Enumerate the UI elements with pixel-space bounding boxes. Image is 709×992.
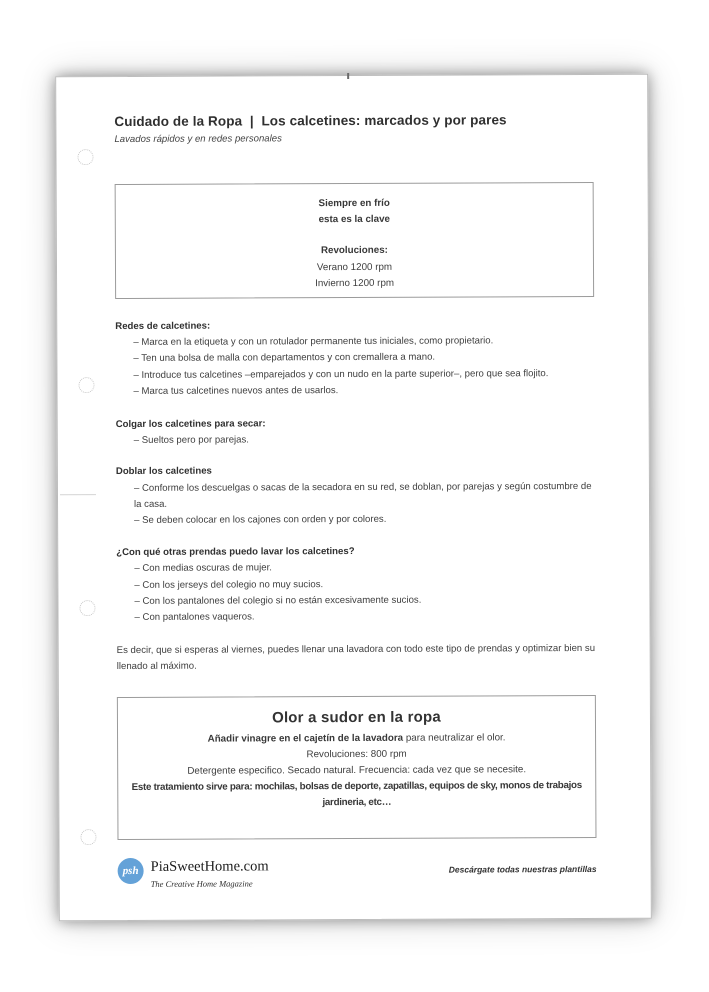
section-heading: Colgar los calcetines para secar: — [115, 418, 266, 431]
section-redes-de-calcetines — [115, 317, 594, 400]
summer-rpm: Verano 1200 rpm — [316, 261, 393, 273]
vinegar-line-rest: para neutralizar el olor. — [403, 731, 506, 744]
brand-name: PiaSweetHome.com — [150, 858, 269, 875]
section-otras-prendas — [116, 543, 595, 626]
page-content — [56, 75, 651, 921]
revolutions-line: Revoluciones: 800 rpm — [306, 748, 407, 761]
bullet-item: – Con medias oscuras de mujer. — [134, 562, 272, 575]
bullet-item: – Introduce tus calcetines –emparejados y con un nudo en la parte superior–, pero que sea flojito. — [133, 367, 549, 381]
brand-tagline: The Creative Home Magazine — [150, 878, 253, 889]
bullet-item: – Con los pantalones del colegio si no están excesivamente sucios. — [134, 594, 422, 607]
odor-box-title: Olor a sudor en la ropa — [272, 708, 441, 727]
bullet-item: – Marca en la etiqueta y con un rotulador permanente tus iniciales, como propietario. — [133, 335, 494, 349]
page-subtitle: Lavados rápidos y en redes personales — [114, 133, 282, 146]
winter-rpm: Invierno 1200 rpm — [315, 277, 395, 289]
wash-note-line: esta es la clave — [318, 214, 390, 226]
wash-note-line: Siempre en frío — [318, 197, 390, 210]
section-heading: Doblar los calcetines — [115, 466, 212, 478]
vinegar-line-bold: Añadir vinagre en el cajetín de la lavadora — [207, 732, 404, 745]
bullet-item: – Sueltos pero por parejas. — [133, 434, 249, 447]
section-heading: ¿Con qué otras prendas puedo lavar los calcetines? — [116, 546, 355, 559]
section-colgar — [116, 415, 595, 449]
bullet-item: – Conforme los descuelgas o sacas de la secadora en su red, se doblan, por parejas y según costumbre de la casa. — [133, 480, 592, 510]
section-doblar — [116, 462, 595, 529]
brand-block — [118, 857, 269, 890]
bullet-item: – Con los jerseys del colegio no muy sucios. — [134, 578, 324, 591]
download-templates-cta: Descárgate todas nuestras plantillas — [448, 863, 597, 875]
bullet-item: – Se deben colocar en los cajones con orden y por colores. — [134, 513, 387, 526]
detergent-line: Detergente especifico. Secado natural. Frecuencia: cada vez que se necesite. — [187, 764, 527, 777]
brand-texts — [151, 857, 269, 890]
page-footer — [118, 856, 597, 890]
closing-paragraph: Es decir, que si esperas al viernes, puedes llenar una lavadora con todo este tipo de prendas y optimizar bien su llenado al máximo. — [116, 643, 596, 673]
revolutions-label: Revoluciones: — [320, 245, 388, 257]
document-page — [55, 74, 652, 922]
bullet-item: – Ten una bolsa de malla con departamentos y con cremallera a mano. — [133, 352, 436, 365]
wash-settings-box — [115, 182, 594, 299]
vinegar-line — [124, 730, 589, 748]
odor-treatment-box — [117, 695, 597, 840]
psh-logo-icon: psh — [118, 858, 144, 884]
treatment-uses-line: Este tratamiento sirve para: mochilas, bolsas de deporte, zapatillas, equipos de sky, monos de trabajos jardineria, etc… — [131, 780, 582, 809]
bullet-item: – Con pantalones vaqueros. — [134, 611, 255, 624]
section-heading: Redes de calcetines: — [115, 320, 211, 333]
page-title: Cuidado de la Ropa | Los calcetines: marcados y por pares — [114, 112, 507, 130]
bullet-item: – Marca tus calcetines nuevos antes de usarlos. — [133, 384, 339, 397]
